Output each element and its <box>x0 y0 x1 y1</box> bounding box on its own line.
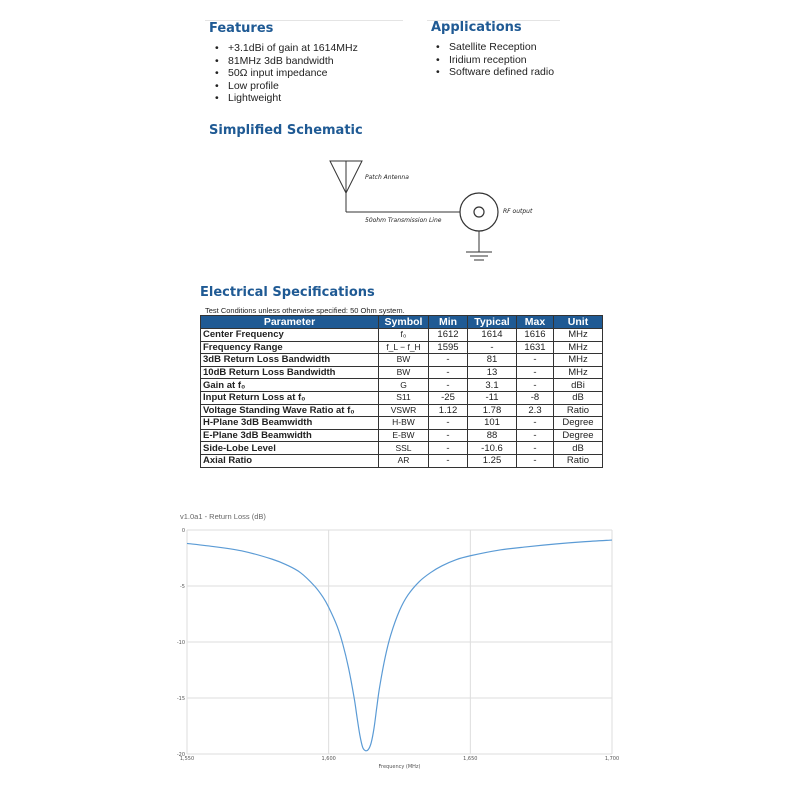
y-tick-label: -10 <box>176 640 185 646</box>
table-cell-max: 1616 <box>517 329 554 342</box>
table-cell-min: 1595 <box>429 341 468 354</box>
table-cell-unit: Ratio <box>554 404 603 417</box>
table-cell-unit: MHz <box>554 366 603 379</box>
table-cell-max: - <box>517 379 554 392</box>
series-line-return-loss <box>187 540 612 751</box>
rf-output-label: RF output <box>503 208 533 215</box>
table-header-cell: Parameter <box>201 316 379 329</box>
table-cell-typ: 13 <box>468 366 517 379</box>
table-row <box>201 429 603 442</box>
table-cell-param: Center Frequency <box>201 329 379 342</box>
table-cell-min: - <box>429 366 468 379</box>
table-cell-unit: MHz <box>554 341 603 354</box>
table-cell-symbol: f₀ <box>379 329 429 342</box>
x-tick-label: 1,650 <box>463 756 478 762</box>
table-cell-symbol: S11 <box>379 391 429 404</box>
table-cell-symbol: SSL <box>379 442 429 455</box>
features-list-item: • 81MHz 3dB bandwidth <box>211 55 358 68</box>
table-cell-min: - <box>429 417 468 430</box>
table-cell-unit: MHz <box>554 329 603 342</box>
applications-list-item: • Iridium reception <box>432 54 554 67</box>
table-cell-max: 1631 <box>517 341 554 354</box>
table-cell-symbol: VSWR <box>379 404 429 417</box>
schematic-diagram <box>320 150 580 265</box>
table-cell-unit: Degree <box>554 429 603 442</box>
table-cell-min: -25 <box>429 391 468 404</box>
x-tick-label: 1,550 <box>179 756 195 762</box>
table-cell-typ: -11 <box>468 391 517 404</box>
table-cell-max: - <box>517 417 554 430</box>
table-cell-max: - <box>517 442 554 455</box>
table-row <box>201 404 603 417</box>
table-header-cell: Max <box>517 316 554 329</box>
table-cell-typ: 1.78 <box>468 404 517 417</box>
table-cell-param: Input Return Loss at f₀ <box>201 391 379 404</box>
table-cell-symbol: f_L − f_H <box>379 341 429 354</box>
table-cell-param: 3dB Return Loss Bandwidth <box>201 354 379 367</box>
table-cell-typ: 101 <box>468 417 517 430</box>
table-cell-max: - <box>517 454 554 467</box>
features-list-item: • Lightweight <box>211 92 358 105</box>
table-cell-param: Side-Lobe Level <box>201 442 379 455</box>
table-cell-unit: dBi <box>554 379 603 392</box>
chart-title: v1.0a1 - Return Loss (dB) <box>180 512 266 521</box>
table-cell-symbol: BW <box>379 354 429 367</box>
table-cell-symbol: AR <box>379 454 429 467</box>
table-cell-symbol: E-BW <box>379 429 429 442</box>
return-loss-chart <box>160 525 620 775</box>
antenna-label: Patch Antenna <box>365 174 409 181</box>
applications-heading: Applications <box>431 20 522 35</box>
table-cell-symbol: H-BW <box>379 417 429 430</box>
table-cell-max: - <box>517 429 554 442</box>
features-heading: Features <box>209 21 274 36</box>
table-header-row <box>201 316 603 329</box>
table-cell-unit: Degree <box>554 417 603 430</box>
table-cell-min: - <box>429 442 468 455</box>
table-cell-unit: MHz <box>554 354 603 367</box>
table-cell-unit: dB <box>554 442 603 455</box>
table-cell-typ: 81 <box>468 354 517 367</box>
table-cell-max: - <box>517 354 554 367</box>
antenna-symbol <box>330 161 460 212</box>
x-axis-label: Frequency (MHz) <box>378 764 421 770</box>
rf-connector-symbol <box>460 193 498 252</box>
table-header-cell: Typical <box>468 316 517 329</box>
table-cell-typ: 88 <box>468 429 517 442</box>
table-cell-unit: Ratio <box>554 454 603 467</box>
table-cell-min: 1612 <box>429 329 468 342</box>
table-header-cell: Min <box>429 316 468 329</box>
table-cell-param: Axial Ratio <box>201 454 379 467</box>
table-cell-min: 1.12 <box>429 404 468 417</box>
electrical-specs-table <box>200 315 603 468</box>
table-cell-param: Voltage Standing Wave Ratio at f₀ <box>201 404 379 417</box>
table-cell-symbol: G <box>379 379 429 392</box>
table-row <box>201 379 603 392</box>
table-row <box>201 417 603 430</box>
table-row <box>201 366 603 379</box>
table-cell-symbol: BW <box>379 366 429 379</box>
table-cell-typ: - <box>468 341 517 354</box>
test-conditions-note: Test Conditions unless otherwise specified: 50 Ohm system. <box>205 306 405 315</box>
table-row <box>201 391 603 404</box>
features-list-item: • +3.1dBi of gain at 1614MHz <box>211 42 358 55</box>
table-cell-max: - <box>517 366 554 379</box>
table-row <box>201 442 603 455</box>
table-cell-min: - <box>429 379 468 392</box>
y-tick-label: 0 <box>181 528 185 534</box>
table-cell-param: 10dB Return Loss Bandwidth <box>201 366 379 379</box>
table-cell-min: - <box>429 429 468 442</box>
applications-list-item: • Satellite Reception <box>432 41 554 54</box>
table-cell-unit: dB <box>554 391 603 404</box>
table-header-cell: Unit <box>554 316 603 329</box>
table-cell-param: E-Plane 3dB Beamwidth <box>201 429 379 442</box>
table-cell-typ: -10.6 <box>468 442 517 455</box>
features-list-item: • 50Ω input impedance <box>211 67 358 80</box>
table-cell-param: H-Plane 3dB Beamwidth <box>201 417 379 430</box>
transmission-line-label: 50ohm Transmission Line <box>365 217 442 224</box>
electrical-specs-heading: Electrical Specifications <box>200 285 375 300</box>
table-header-cell: Symbol <box>379 316 429 329</box>
table-row <box>201 354 603 367</box>
y-tick-label: -15 <box>176 696 185 702</box>
table-cell-max: -8 <box>517 391 554 404</box>
features-list <box>211 42 358 105</box>
table-cell-max: 2.3 <box>517 404 554 417</box>
table-row <box>201 341 603 354</box>
ground-symbol <box>466 252 492 260</box>
y-tick-label: -5 <box>180 584 185 590</box>
schematic-heading: Simplified Schematic <box>209 123 363 138</box>
table-cell-min: - <box>429 354 468 367</box>
x-tick-label: 1,700 <box>604 756 620 762</box>
y-tick-label: -20 <box>176 752 185 758</box>
table-cell-typ: 1.25 <box>468 454 517 467</box>
table-cell-typ: 1614 <box>468 329 517 342</box>
applications-list <box>432 41 554 79</box>
table-cell-param: Gain at f₀ <box>201 379 379 392</box>
features-list-item: • Low profile <box>211 80 358 93</box>
table-cell-typ: 3.1 <box>468 379 517 392</box>
table-row <box>201 329 603 342</box>
applications-list-item: • Software defined radio <box>432 66 554 79</box>
table-row <box>201 454 603 467</box>
table-cell-min: - <box>429 454 468 467</box>
table-cell-param: Frequency Range <box>201 341 379 354</box>
x-tick-label: 1,600 <box>321 756 336 762</box>
